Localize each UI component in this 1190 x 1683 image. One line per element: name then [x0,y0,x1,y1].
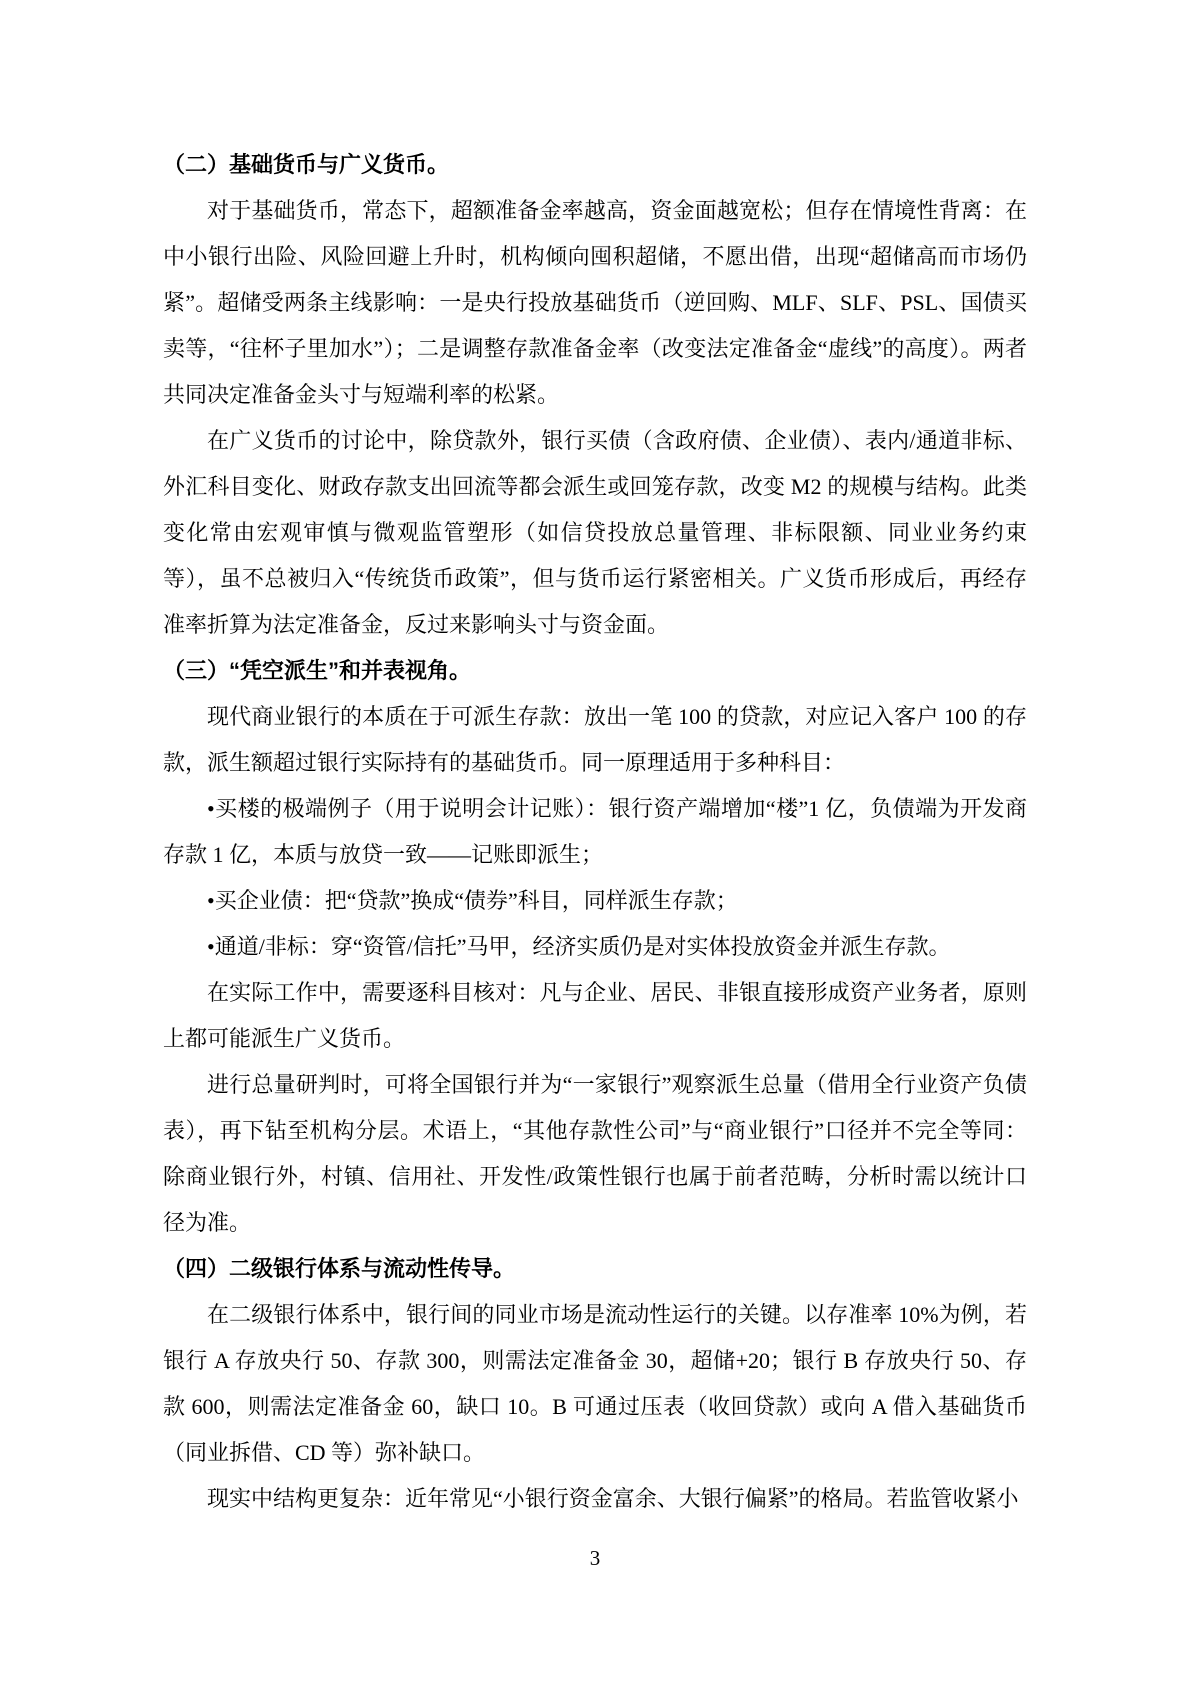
section-heading-4: （四）二级银行体系与流动性传导。 [163,1256,516,1281]
paragraph-reality-structure: 现实中结构更复杂：近年常见“小银行资金富余、大银行偏紧”的格局。若监管收紧小 [207,1486,1019,1511]
bullet-item-channel-nonstandard: •通道/非标：穿“资管/信托”马甲，经济实质仍是对实体投放资金并派生存款。 [207,934,951,959]
paragraph-practical-check: 在实际工作中，需要逐科目核对：凡与企业、居民、非银直接形成资产业务者，原则上都可能派生广义货币。 [163,980,1027,1051]
paragraph-broad-money: 在广义货币的讨论中，除贷款外，银行买债（含政府债、企业债）、表内/通道非标、外汇科目变化、财政存款支出回流等都会派生或回笼存款，改变 M2 的规模与结构。此类变化常由宏观审慎与微观监管塑形（如信贷投放总量管理、非标限额、同业业务约束等），虽不总被归入“传统货币政策”，但与货币运行紧密相关。广义货币形成后，再经存准率折算为法定准备金，反过来影响头寸与资金面。 [163,428,1027,637]
page-number: 3 [589,1546,601,1570]
section-heading-2: （二）基础货币与广义货币。 [163,152,450,177]
bullet-item-corporate-bond: •买企业债：把“贷款”换成“债券”科目，同样派生存款； [207,888,738,913]
paragraph-two-tier-banking: 在二级银行体系中，银行间的同业市场是流动性运行的关键。以存准率 10%为例，若银行 A 存放央行 50、存款 300，则需法定准备金 30，超储+20；银行 B 存放央行 50、存款 600，则需法定准备金 60，缺口 10。B 可通过压表（收回贷款）或向 A 借入基础货币（同业拆借、CD 等）弥补缺口。 [163,1302,1027,1465]
document-body [163,142,1027,1522]
paragraph-aggregate-analysis: 进行总量研判时，可将全国银行并为“一家银行”观察派生总量（借用全行业资产负债表），再下钻至机构分层。术语上，“其他存款性公司”与“商业银行”口径并不完全等同：除商业银行外，村镇、信用社、开发性/政策性银行也属于前者范畴，分析时需以统计口径为准。 [163,1072,1027,1235]
paragraph-base-money: 对于基础货币，常态下，超额准备金率越高，资金面越宽松；但存在情境性背离：在中小银行出险、风险回避上升时，机构倾向囤积超储，不愿出借，出现“超储高而市场仍紧”。超储受两条主线影响：一是央行投放基础货币（逆回购、MLF、SLF、PSL、国债买卖等，“往杯子里加水”）；二是调整存款准备金率（改变法定准备金“虚线”的高度）。两者共同决定准备金头寸与短端利率的松紧。 [163,198,1027,407]
bullet-item-building-example: •买楼的极端例子（用于说明会计记账）：银行资产端增加“楼”1 亿，负债端为开发商存款 1 亿，本质与放贷一致——记账即派生； [163,796,1027,867]
paragraph-deposit-creation: 现代商业银行的本质在于可派生存款：放出一笔 100 的贷款，对应记入客户 100 的存款，派生额超过银行实际持有的基础货币。同一原理适用于多种科目： [163,704,1027,775]
section-heading-3: （三）“凭空派生”和并表视角。 [163,658,472,683]
